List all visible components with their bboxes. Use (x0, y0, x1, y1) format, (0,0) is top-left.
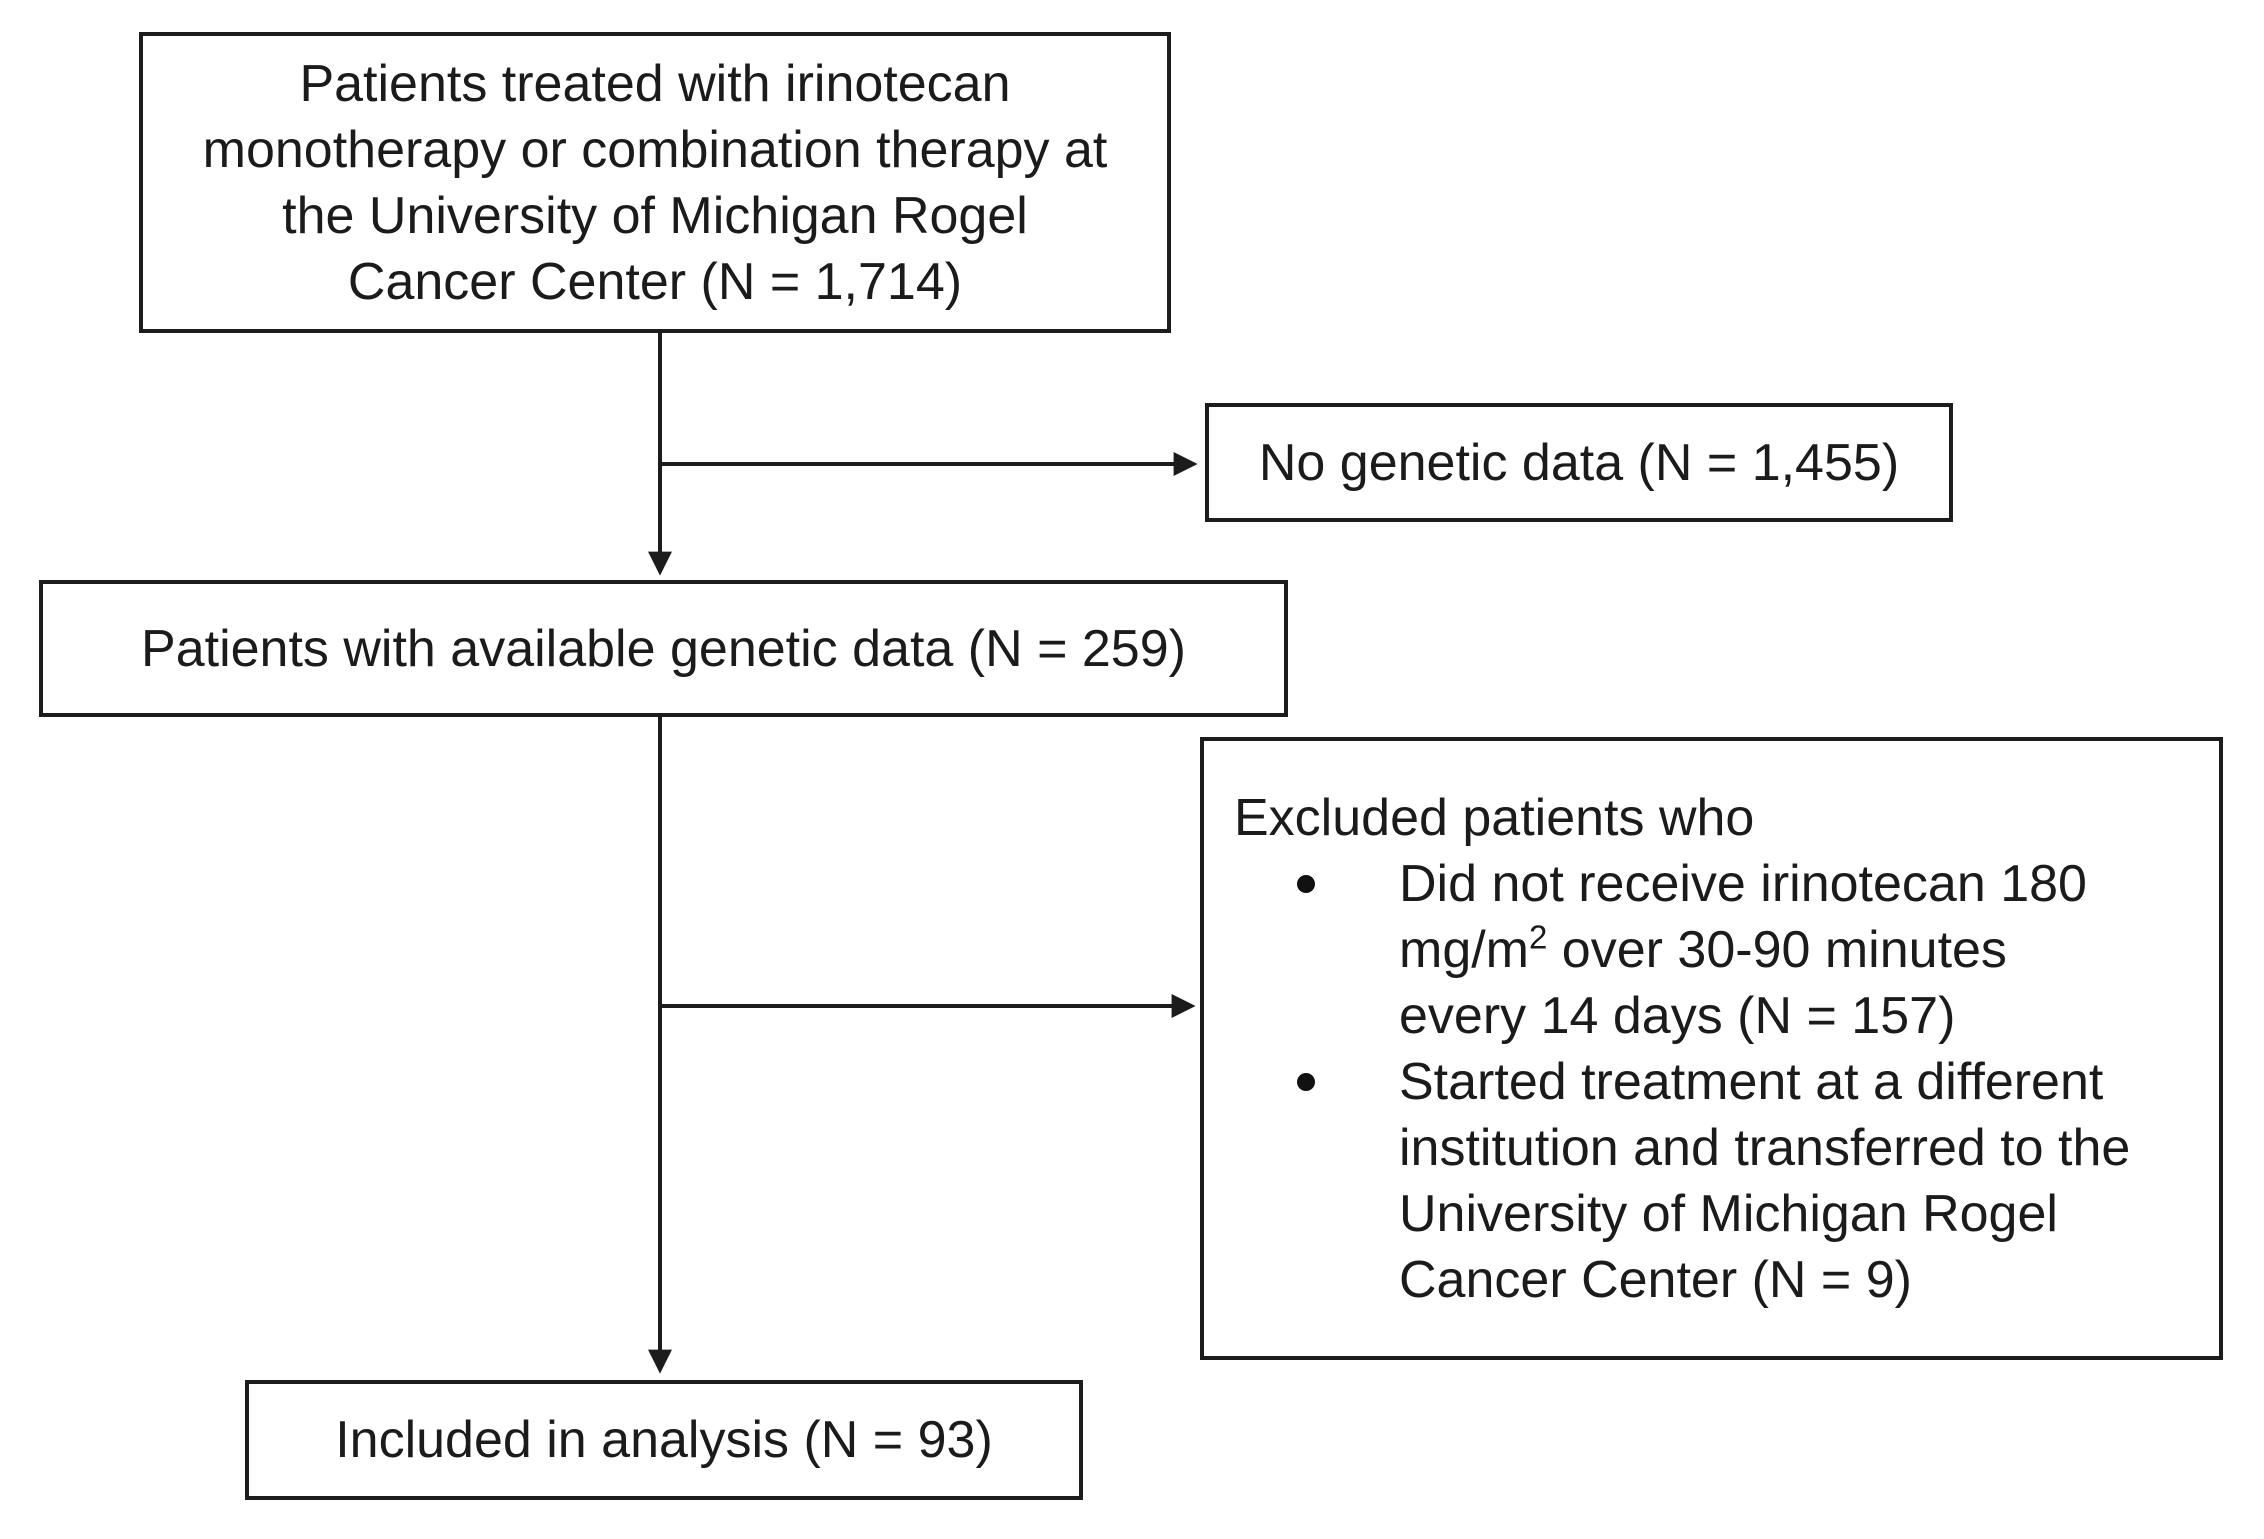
treated-cohort-line-1: Patients treated with irinotecan (299, 54, 1011, 113)
bullet-icon (1297, 1073, 1315, 1091)
excluded-bullet-dose-line-1: Did not receive irinotecan 180 (1399, 855, 2087, 913)
treated-cohort-line-3: the University of Michigan Rogel (282, 186, 1028, 245)
dose-text-before-sup: mg/m (1399, 921, 1529, 979)
excluded-bullet-dose-line-2 (1399, 917, 2087, 983)
no-genetic-data-label: No genetic data (N = 1,455) (1258, 433, 1900, 492)
treated-cohort-line-2: monotherapy or combination therapy at (202, 120, 1108, 179)
superscript-2: 2 (1529, 918, 1548, 956)
bullet-icon (1297, 875, 1315, 893)
excluded-title: Excluded patients who (1234, 789, 1755, 847)
no-genetic-data-box (1205, 403, 1953, 522)
included-analysis-label: Included in analysis (N = 93) (335, 1411, 993, 1469)
dose-text-after-sup: over 30-90 minutes (1547, 921, 2007, 979)
excluded-bullet-transfer-line-2: institution and transferred to the (1399, 1119, 2131, 1177)
excluded-bullet-transfer-line-4: Cancer Center (N = 9) (1399, 1251, 1912, 1309)
excluded-bullet-dose-line-3: every 14 days (N = 157) (1399, 987, 1956, 1045)
excluded-bullet-transfer (1399, 1049, 2130, 1313)
excluded-bullet-transfer-line-3: University of Michigan Rogel (1399, 1185, 2058, 1243)
excluded-bullet-transfer-line-1: Started treatment at a different (1399, 1053, 2104, 1111)
excluded-patients-box (1200, 737, 2223, 1360)
excluded-bullet-dose (1399, 851, 2087, 1049)
available-genetic-data-label: Patients with available genetic data (N = 259) (141, 619, 1186, 678)
treated-cohort-line-4: Cancer Center (N = 1,714) (347, 252, 963, 311)
treated-cohort-box (139, 32, 1171, 333)
included-analysis-box (245, 1380, 1083, 1500)
available-genetic-data-box (39, 580, 1288, 717)
